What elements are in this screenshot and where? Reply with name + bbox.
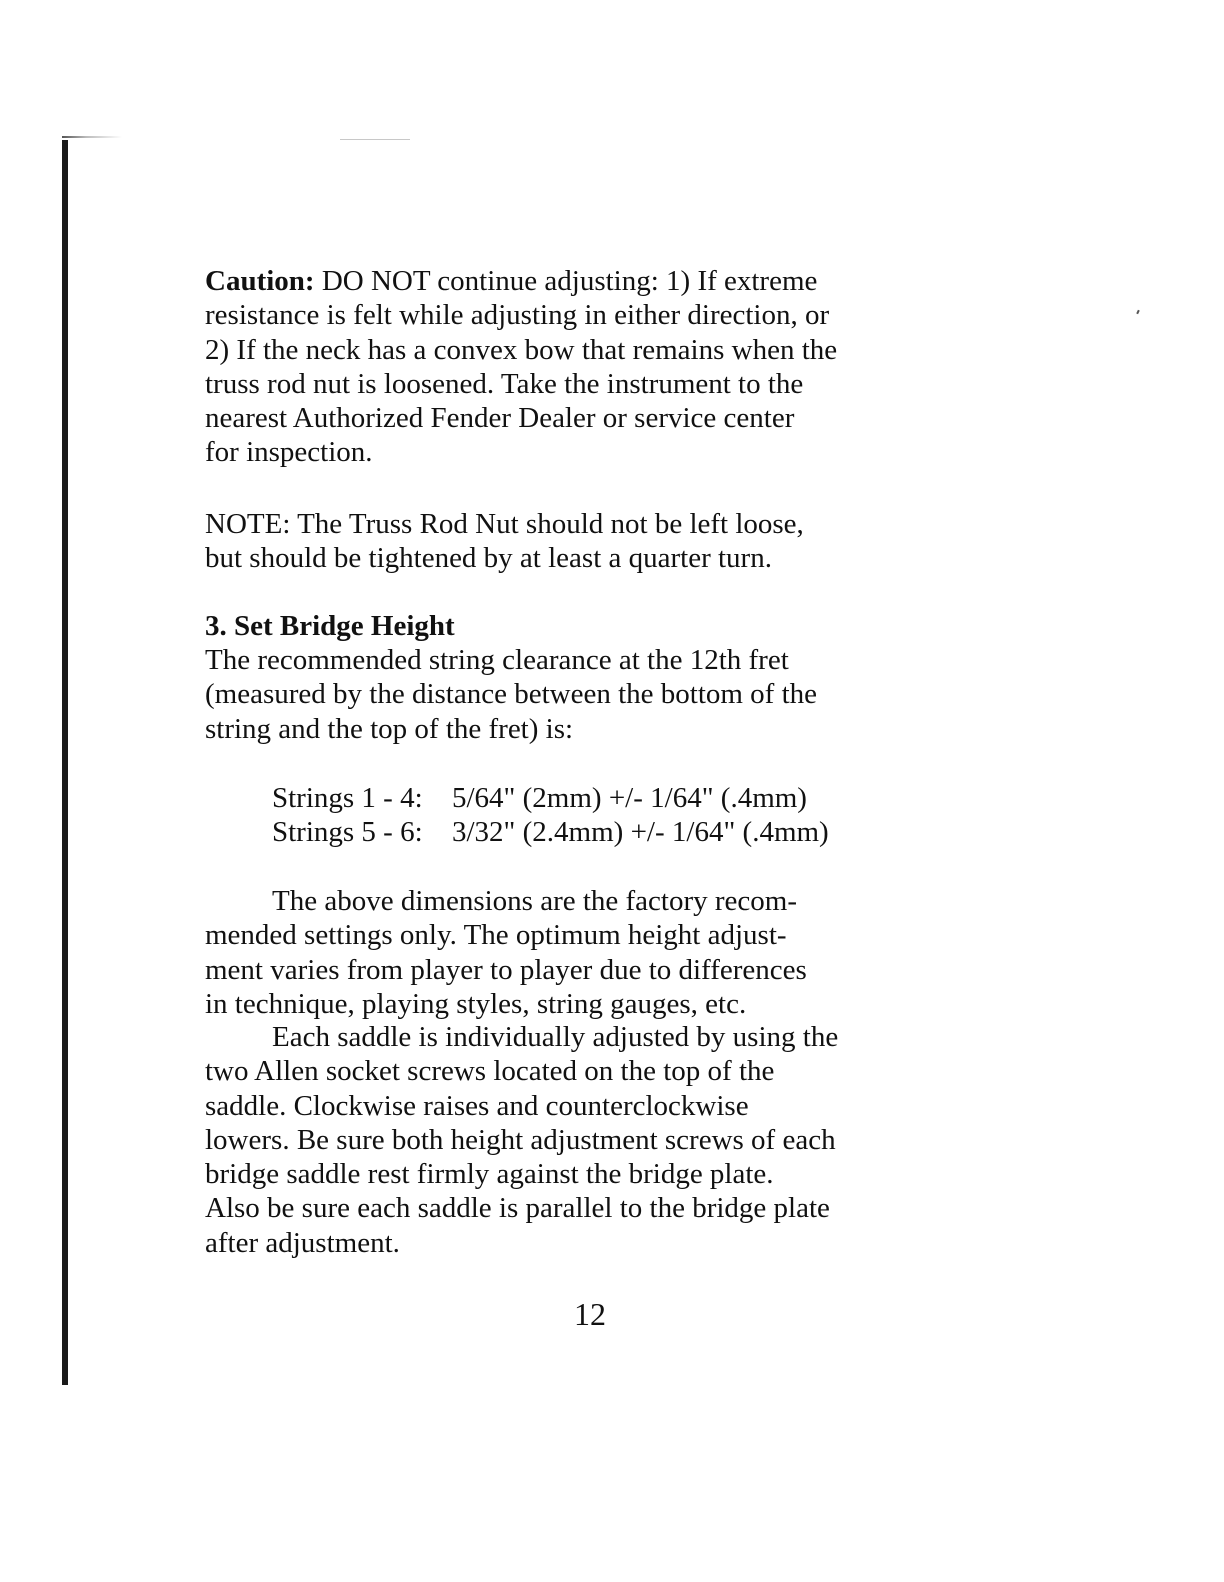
caution-label: Caution: [205, 265, 315, 297]
caution-line-3: 2) If the neck has a convex bow that remains when the [205, 333, 838, 366]
scan-speck [1136, 310, 1140, 314]
para1-line-3: ment varies from player to player due to differences [205, 953, 807, 986]
scan-smudge [340, 139, 410, 140]
dimensions-paragraph [205, 884, 1005, 1021]
note-line-2: but should be tightened by at least a quarter turn. [205, 542, 772, 575]
saddle-paragraph [205, 1020, 1005, 1260]
para2-line-1: Each saddle is individually adjusted by using the [272, 1021, 839, 1053]
intro-line-3: string and the top of the fret) is: [205, 712, 574, 745]
para1-line-4: in technique, playing styles, string gauges, etc. [205, 987, 747, 1020]
para2-line-5: bridge saddle rest firmly against the bridge plate. [205, 1158, 774, 1191]
clearance-specs [272, 781, 1072, 850]
page-number: 12 [574, 1296, 606, 1332]
para2-line-6: Also be sure each saddle is parallel to the bridge plate [205, 1192, 830, 1225]
spec-value: 3/32" (2.4mm) +/- 1/64" (.4mm) [452, 816, 829, 849]
para2-line-4: lowers. Be sure both height adjustment screws of each [205, 1123, 836, 1156]
caution-line-4: truss rod nut is loosened. Take the instrument to the [205, 367, 804, 400]
spec-row [272, 781, 1072, 815]
intro-line-1: The recommended string clearance at the 12th fret [205, 644, 789, 676]
section-intro [205, 643, 1005, 746]
scan-edge-mark [62, 136, 122, 138]
spec-label: Strings 5 - 6: [272, 816, 423, 849]
spec-label: Strings 1 - 4: [272, 782, 423, 814]
intro-line-2: (measured by the distance between the bottom of the [205, 678, 818, 711]
spec-value: 5/64" (2mm) +/- 1/64" (.4mm) [452, 782, 807, 814]
scan-binding-edge [62, 140, 68, 1385]
note-line-1: NOTE: The Truss Rod Nut should not be left loose, [205, 508, 804, 540]
caution-paragraph [205, 264, 1005, 470]
caution-line-2: resistance is felt while adjusting in either direction, or [205, 299, 830, 332]
caution-line-5: nearest Authorized Fender Dealer or service center [205, 402, 795, 435]
para2-line-7: after adjustment. [205, 1226, 400, 1259]
caution-line-6: for inspection. [205, 436, 373, 469]
para1-line-2: mended settings only. The optimum height adjust- [205, 919, 787, 952]
section-heading: 3. Set Bridge Height [205, 610, 455, 642]
note-paragraph [205, 507, 1005, 576]
para1-line-1: The above dimensions are the factory recom- [272, 885, 798, 917]
para2-line-3: saddle. Clockwise raises and counterclockwise [205, 1089, 749, 1122]
spec-row [272, 815, 1072, 849]
caution-line-1: Caution: DO NOT continue adjusting: 1) If extreme [205, 265, 818, 297]
para2-line-2: two Allen socket screws located on the top of the [205, 1055, 775, 1088]
